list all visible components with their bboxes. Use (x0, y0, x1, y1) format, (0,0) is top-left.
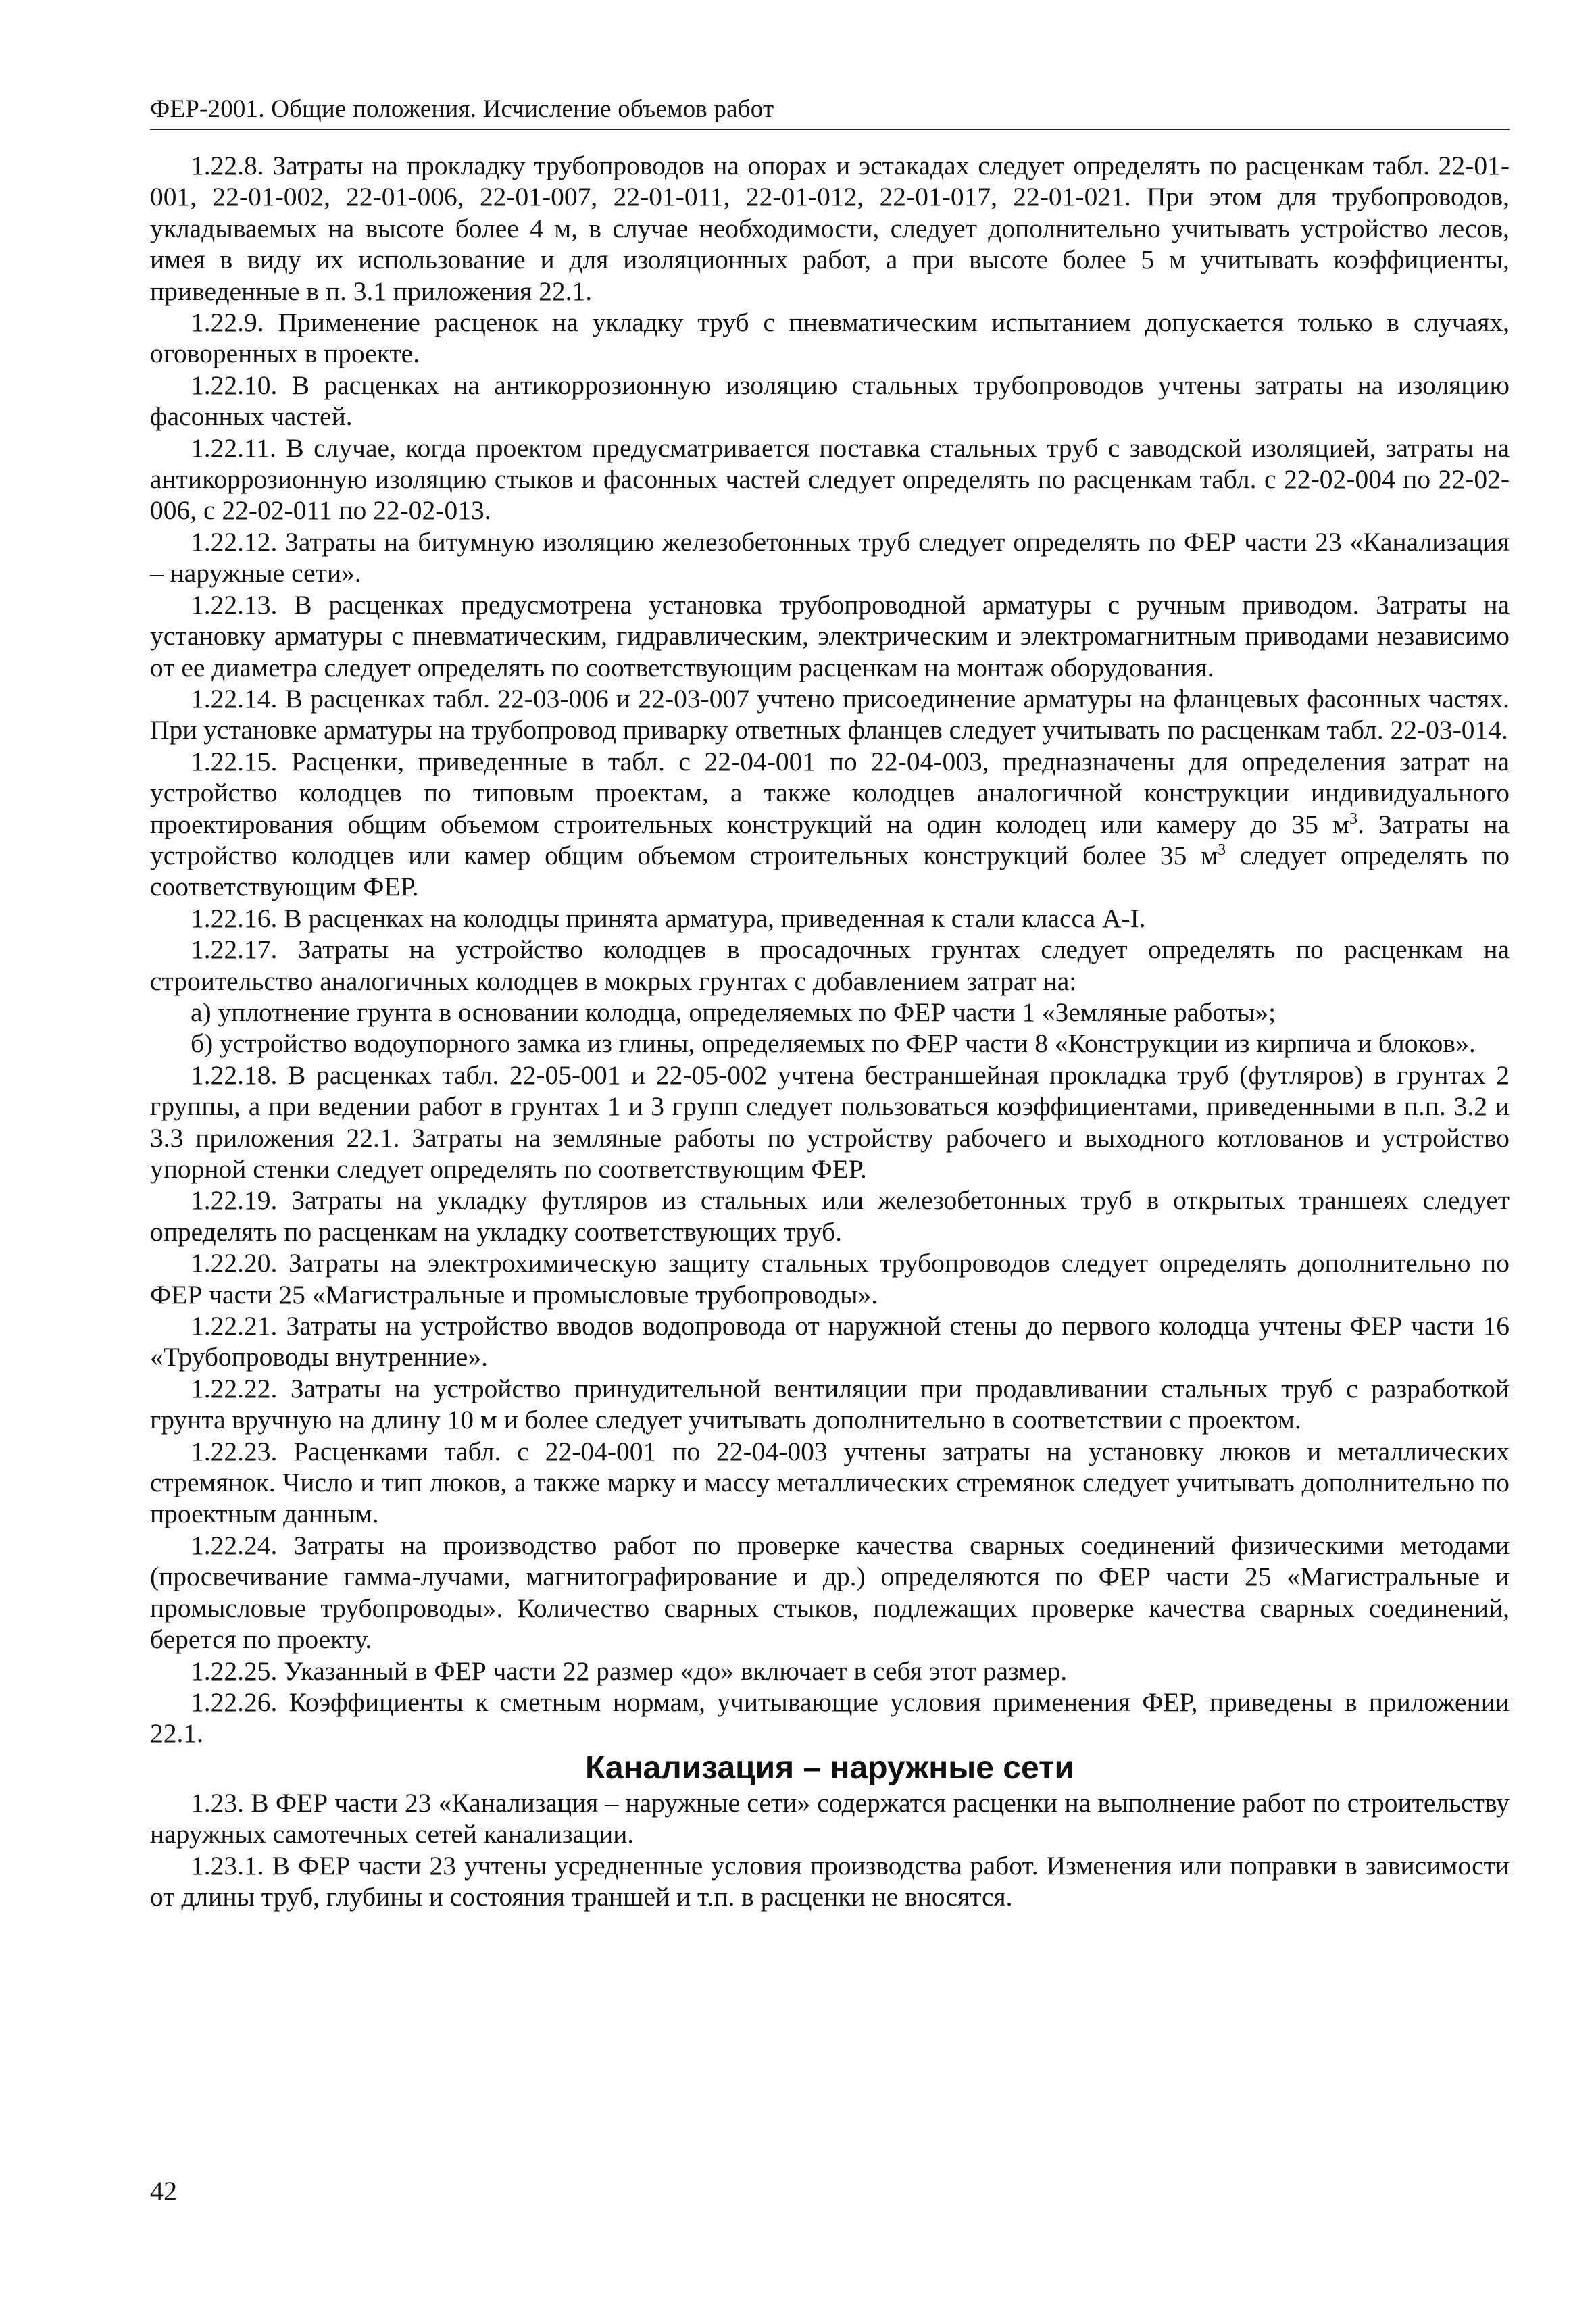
paragraph-1-22-15-part-3: следует определять по соответствующим ФЕР. (150, 840, 1510, 902)
paragraph-1-22-26: 1.22.26. Коэффициенты к сметным нормам, учитывающие условия применения ФЕР, приведены в приложении 22.1. (150, 1687, 1510, 1749)
paragraph-1-22-22: 1.22.22. Затраты на устройство принудительной вентиляции при продавливании стальных труб с разработкой грунта вручную на длину 10 м и более следует учитывать дополнительно в соответствии с проектом. (150, 1373, 1510, 1435)
paragraph-1-22-16: 1.22.16. В расценках на колодцы принята арматура, приведенная к стали класса А-I. (191, 903, 1146, 933)
paragraph-1-22-17-b: б) устройство водоупорного замка из глины, определяемых по ФЕР части 8 «Конструкции из кирпича и блоков». (191, 1028, 1476, 1059)
superscript-cube: 3 (1349, 810, 1358, 828)
section-heading: Канализация – наружные сети (584, 1749, 1075, 1786)
paragraph-1-22-21: 1.22.21. Затраты на устройство вводов водопровода от наружной стены до первого колодца учтены ФЕР части 16 «Трубопроводы внутренние». (150, 1311, 1510, 1372)
paragraph-1-22-17: 1.22.17. Затраты на устройство колодцев в просадочных грунтах следует определять по расценкам на строительство аналогичных колодцев в мокрых грунтах с добавлением затрат на: (150, 935, 1510, 996)
paragraph-1-22-8: 1.22.8. Затраты на прокладку трубопроводов на опорах и эстакадах следует определять по расценкам табл. 22-01-001, 22-01-002, 22-01-006, 22-01-007, 22-01-011, 22-01-012, 22-01-017, 22-01-021. При этом для трубопроводов, укладываемых на высоте более 4 м, в случае необходимости, следует дополнительно учитывать устройство лесов, имея в виду их использование и для изоляционных работ, а при высоте более 5 м учитывать коэффициенты, приведенные в п. 3.1 приложения 22.1. (150, 151, 1510, 306)
paragraph-1-23-1: 1.23.1. В ФЕР части 23 учтены усредненные условия производства работ. Изменения или поправки в зависимости от длины труб, глубины и состояния траншей и т.п. в расценки не вносятся. (150, 1850, 1510, 1912)
paragraph-1-22-9: 1.22.9. Применение расценок на укладку труб с пневматическим испытанием допускается только в случаях, оговоренных в проекте. (150, 307, 1510, 369)
header-rule (150, 129, 1510, 130)
paragraph-1-22-24: 1.22.24. Затраты на производство работ по проверке качества сварных соединений физическими методами (просвечивание гамма-лучами, магнитографирование и др.) определяются по ФЕР части 25 «Магистральные и промысловые трубопроводы». Количество сварных стыков, подлежащих проверке качества сварных соединений, берется по проекту. (150, 1530, 1510, 1655)
paragraph-1-22-12: 1.22.12. Затраты на битумную изоляцию железобетонных труб следует определять по ФЕР части 23 «Канализация – наружные сети». (150, 526, 1510, 589)
paragraph-1-22-15 (150, 746, 1510, 903)
paragraph-1-22-10: 1.22.10. В расценках на антикоррозионную изоляцию стальных трубопроводов учтены затраты на изоляцию фасонных частей. (150, 370, 1510, 432)
paragraph-1-22-13: 1.22.13. В расценках предусмотрена установка трубопроводной арматуры с ручным приводом. Затраты на установку арматуры с пневматическим, гидравлическим, электрическим и электромагнитным приводами независимо от ее диаметра следует определять по соответствующим расценкам на монтаж оборудования. (150, 589, 1510, 682)
paragraph-1-22-25: 1.22.25. Указанный в ФЕР части 22 размер «до» включает в себя этот размер. (191, 1656, 1068, 1686)
paragraph-1-22-18: 1.22.18. В расценках табл. 22-05-001 и 22-05-002 учтена бестраншейная прокладка труб (футляров) в грунтах 2 группы, а при ведении работ в грунтах 1 и 3 групп следует пользоваться коэффициентами, приведенными в п.п. 3.2 и 3.3 приложения 22.1. Затраты на земляные работы по устройству рабочего и выходного котлованов и устройство упорной стенки следует определять по соответствующим ФЕР. (150, 1060, 1510, 1184)
paragraph-1-22-23: 1.22.23. Расценками табл. с 22-04-001 по 22-04-003 учтены затраты на установку люков и металлических стремянок. Число и тип люков, а также марку и массу металлических стремянок следует учитывать дополнительно по проектным данным. (150, 1436, 1510, 1529)
paragraph-1-23: 1.23. В ФЕР части 23 «Канализация – наружные сети» содержатся расценки на выполнение работ по строительству наружных самотечных сетей канализации. (150, 1787, 1510, 1849)
paragraph-1-22-11: 1.22.11. В случае, когда проектом предусматривается поставка стальных труб с заводской изоляцией, затраты на антикоррозионную изоляцию стыков и фасонных частей следует определять по расценкам табл. с 22-02-004 по 22-02-006, с 22-02-011 по 22-02-013. (150, 432, 1510, 526)
document-body (150, 150, 1510, 1912)
paragraph-1-22-15-part-2: . Затраты на устройство колодцев или камер общим объемом строительных конструкций более 35 м (150, 809, 1510, 870)
paragraph-1-22-19: 1.22.19. Затраты на укладку футляров из стальных или железобетонных труб в открытых траншеях следует определять по расценкам на укладку соответствующих труб. (150, 1185, 1510, 1247)
paragraph-1-22-20: 1.22.20. Затраты на электрохимическую защиту стальных трубопроводов следует определять дополнительно по ФЕР части 25 «Магистральные и промысловые трубопроводы». (150, 1248, 1510, 1310)
superscript-cube: 3 (1218, 841, 1226, 859)
paragraph-1-22-15-part-1: 1.22.15. Расценки, приведенные в табл. с 22-04-001 по 22-04-003, предназначены для определения затрат на устройство колодцев по типовым проектам, а также колодцев аналогичной конструкции индивидуального проектирования общим объемом строительных конструкций на один колодец или камеру до 35 м (150, 746, 1510, 839)
page-number: 42 (150, 2176, 177, 2206)
paragraph-1-22-17-a: а) уплотнение грунта в основании колодца, определяемых по ФЕР части 1 «Земляные работы»; (191, 997, 1276, 1027)
running-header: ФЕР-2001. Общие положения. Исчисление объемов работ (150, 95, 774, 123)
paragraph-1-22-14: 1.22.14. В расценках табл. 22-03-006 и 22-03-007 учтено присоединение арматуры на фланцевых фасонных частях. При установке арматуры на трубопровод приварку ответных фланцев следует учитывать по расценкам табл. 22-03-014. (150, 683, 1510, 745)
